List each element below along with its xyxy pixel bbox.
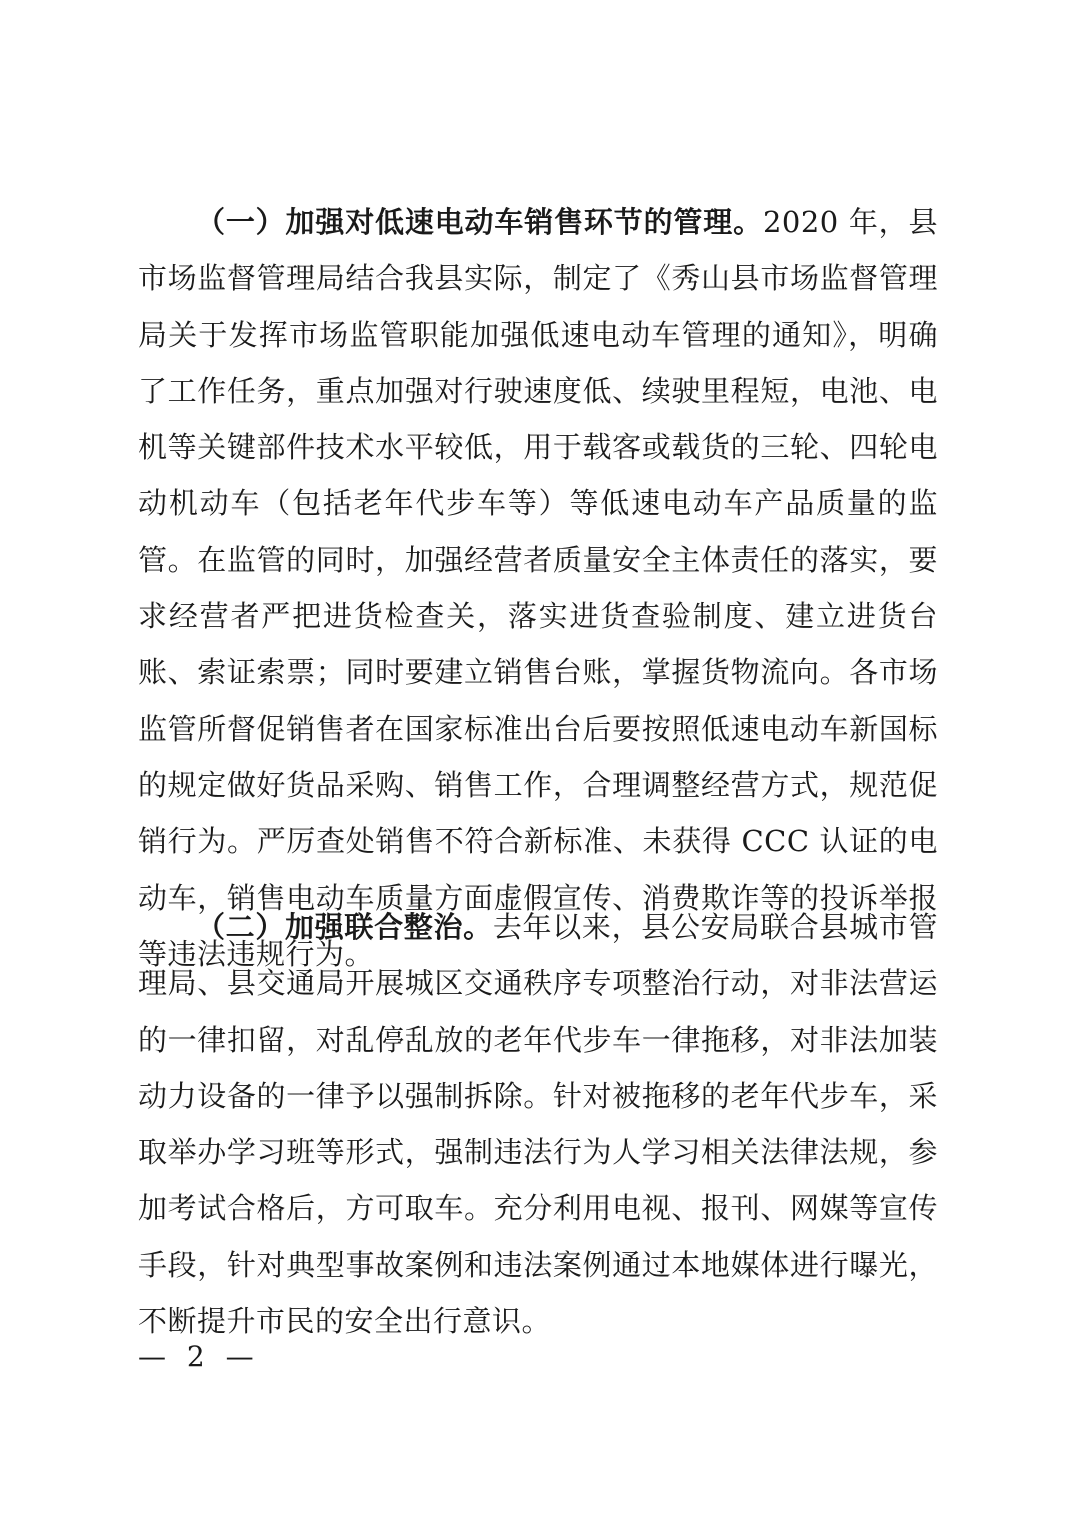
page-number: — 2 —: [138, 1340, 260, 1373]
paragraph-body: 2020 年，县市场监督管理局结合我县实际，制定了《秀山县市场监督管理局关于发挥市场监管职能加强低速电动车管理的通知》，明确了工作任务，重点加强对行驶速度低、续驶里程短，电池、电机等关键部件技术水平较低，用于载客或载货的三轮、四轮电动机动车（包括老年代步车等）等低速电动车产品质量的监管。在监管的同时，加强经营者质量安全主体责任的落实，要求经营者严把进货检查关，落实进货查验制度、建立进货台账、索证索票；同时要建立销售台账，掌握货物流向。各市场监管所督促销售者在国家标准出台后要按照低速电动车新国标的规定做好货品采购、销售工作，合理调整经营方式，规范促销行为。严厉查处销售不符合新标准、未获得 CCC 认证的电动车，销售电动车质量方面虚假宣传、消费欺诈等的投诉举报等违法违规行为。: [138, 205, 938, 971]
paragraph-sales-management: [138, 194, 938, 982]
paragraph-joint-rectification: [138, 899, 938, 1349]
paragraph-heading: （一）加强对低速电动车销售环节的管理。: [196, 205, 763, 239]
paragraph-body: 去年以来，县公安局联合县城市管理局、县交通局开展城区交通秩序专项整治行动，对非法营运的一律扣留，对乱停乱放的老年代步车一律拖移，对非法加装动力设备的一律予以强制拆除。针对被拖移的老年代步车，采取举办学习班等形式，强制违法行为人学习相关法律法规，参加考试合格后，方可取车。充分利用电视、报刊、网媒等宣传手段，针对典型事故案例和违法案例通过本地媒体进行曝光，不断提升市民的安全出行意识。: [138, 910, 938, 1339]
paragraph-heading: （二）加强联合整治。: [196, 910, 493, 944]
